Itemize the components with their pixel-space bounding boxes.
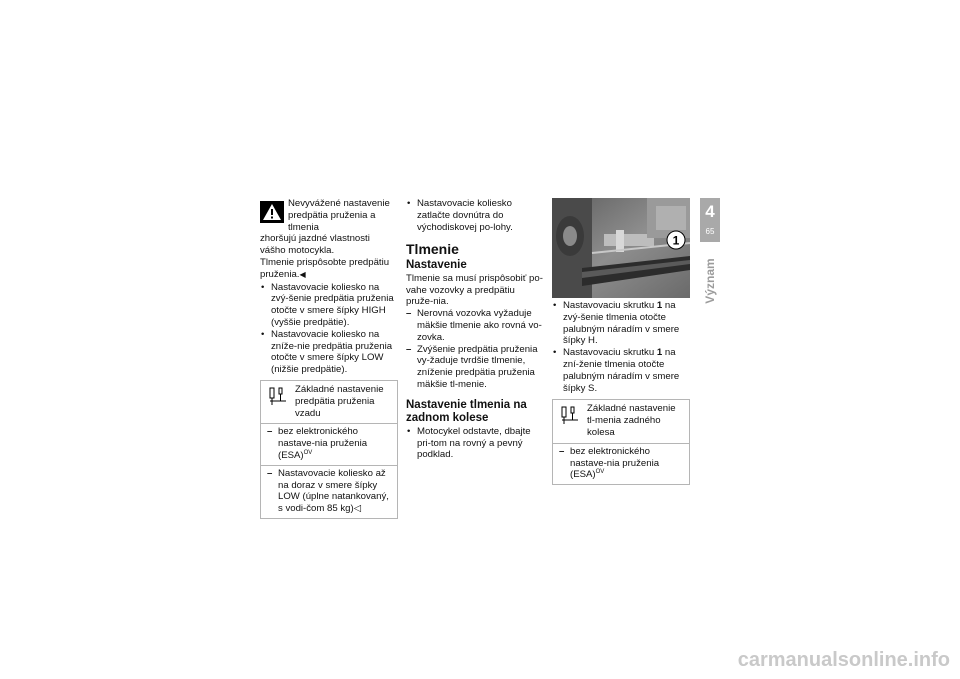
rear-shock-photo: [552, 198, 690, 298]
section-subtitle: Nastavenie: [406, 259, 467, 272]
page-number: 65: [705, 227, 715, 236]
column-right: [552, 300, 690, 485]
warning-line-2: predpätia pruženia a tlmenia: [288, 209, 376, 233]
adjust-preload-list: [260, 282, 398, 376]
basic-setting-box-preload: [260, 380, 398, 519]
watermark-text: carmanualsonline.info: [737, 649, 950, 671]
box-row: – Nastavovacie koliesko až na doraz v smere šípky LOW (úplne natankovaný, s vodi-čom 85 kg)◁: [261, 466, 397, 518]
list-item: • Nastavovacie koliesko zatlačte dovnútra do východiskovej po-lohy.: [406, 198, 544, 233]
warning-block: [260, 198, 398, 281]
section-title: Tlmenie: [406, 241, 459, 258]
tool-icon: [269, 387, 287, 407]
list-item: • Nastavovaciu skrutku 1 na zvý-šenie tlmenia otočte palubným náradím v smere šípky H.: [552, 300, 690, 347]
list-item: • Nastavovacie koliesko na zvý-šenie predpätia pruženia otočte v smere šípky HIGH (vyššie predpätie).: [260, 282, 398, 329]
list-item: – Zvýšenie predpätia pruženia vy-žaduje tvrdšie tlmenie, zníženie predpätia pruženia mäkšie tl-menie.: [406, 344, 544, 391]
intro-text: Tlmenie sa musí prispôsobiť po-vahe vozovky a predpätiu pruže-nia.: [406, 272, 543, 308]
column-left: [260, 198, 398, 519]
end-mark: ◁: [353, 503, 362, 515]
warning-line-1: Nevyvážené nastavenie: [288, 198, 390, 209]
list-item: • Motocykel odstavte, dbajte pri-tom na rovný a pevný podklad.: [406, 426, 544, 461]
box-header: [553, 400, 689, 443]
damping-notes: [406, 308, 544, 391]
warning-triangle-icon: [260, 201, 284, 223]
box-title: Základné nastavenie tl-menia zadného kolesa: [587, 403, 676, 438]
box-row: – bez elektronického nastave-nia pruženia (ESA)$^{OV}$: [553, 444, 689, 484]
warning-advice: Tlmenie prispôsobte predpätiu pruženia.◀: [260, 256, 390, 280]
box-title: Základné nastavenie predpätia pruženia vzadu: [295, 383, 384, 419]
list-item: – Nerovná vozovka vyžaduje mäkšie tlmenie ako rovná vo-zovka.: [406, 308, 544, 343]
tool-icon: [561, 406, 579, 426]
end-mark: ◀: [299, 269, 306, 279]
box-header: [261, 381, 397, 424]
box-row: – bez elektronického nastave-nia pruženia (ESA)$^{OV}$: [261, 424, 397, 465]
list-item: • Nastavovacie koliesko na zníže-nie predpätia pruženia otočte v smere šípky LOW (nižšie predpätie).: [260, 329, 398, 376]
section-subtitle-rear: Nastavenie tlmenia na zadnom kolese: [406, 398, 527, 425]
photo-callout-1: 1: [672, 233, 680, 248]
warning-rest: zhoršujú jazdné vlastnosti vášho motocykla.: [260, 233, 370, 257]
chapter-number: 4: [705, 202, 715, 221]
list-item: • Nastavovaciu skrutku 1 na zní-ženie tlmenia otočte palubným náradím v smere šípky S.: [552, 347, 690, 394]
column-middle: [406, 198, 544, 461]
basic-setting-box-damping: [552, 399, 690, 485]
chapter-name: Význam: [703, 258, 717, 304]
